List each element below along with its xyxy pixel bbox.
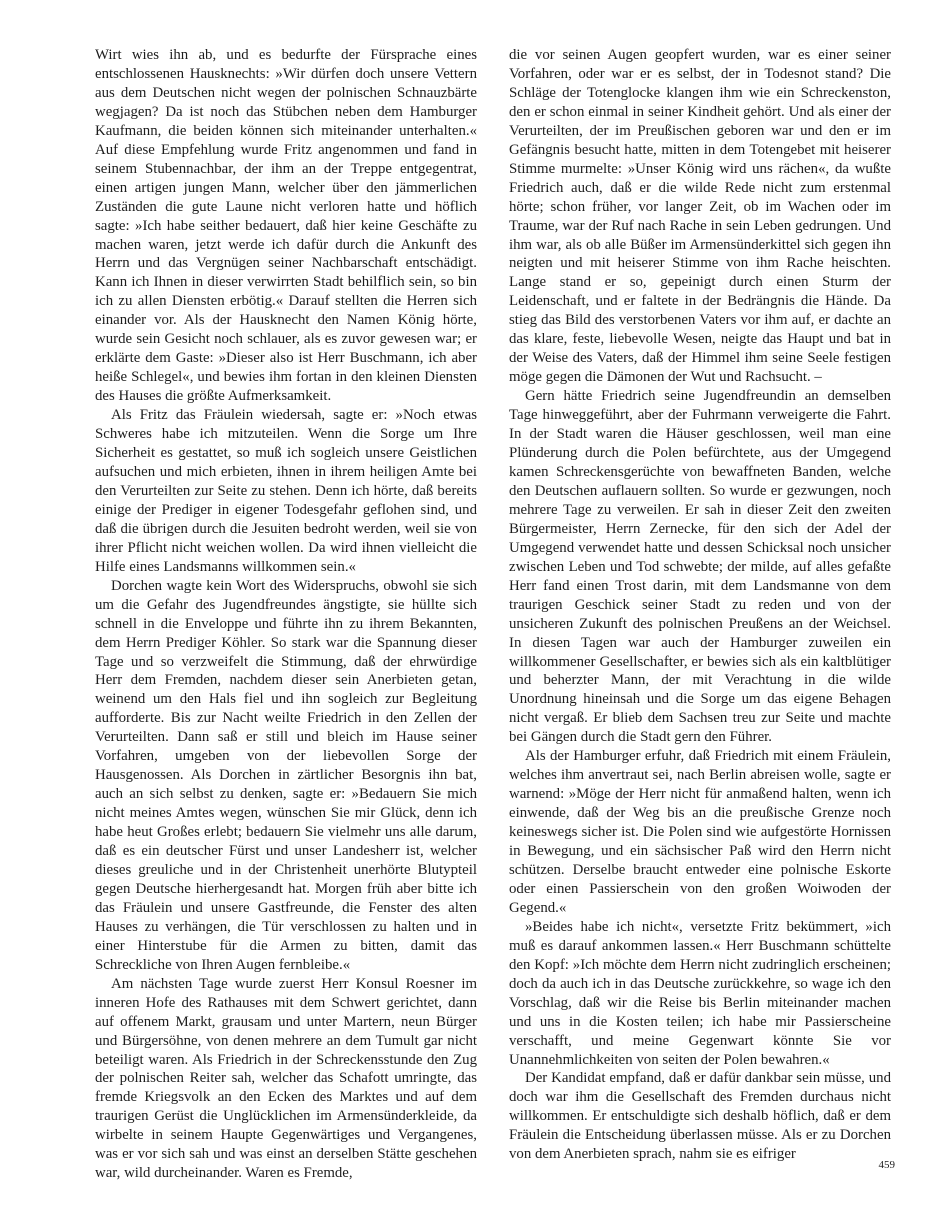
paragraph: Wirt wies ihn ab, und es bedurfte der Fürsprache eines entschlossenen Hausknechts: »Wir dürfen doch unsere Vettern aus dem Deutschen nicht wegen der polnischen Schnauzbärte wegjagen? Da ist noch das Stübchen neben dem Hamburger Kaufmann, die beiden können sich miteinander unterhalten.« Auf diese Empfehlung wurde Fritz angenommen und fand in seinem Stubennachbar, der ihm an der Treppe entgegentrat, einen artigen jungen Mann, welcher über den jämmerlichen Zuständen die gute Laune nicht verloren hatte und höflich sagte: »Ich habe seither bedauert, daß hier keine Geschäfte zu machen waren, jetzt werde ich dafür durch die Ankunft des Herrn und das Vergnügen seiner Nachbarschaft entschädigt. Kann ich Ihnen in dieser verwirrten Stadt behilflich sein, so bin ich zu allen Diensten erbötig.« Darauf stellten die Herren sich einander vor. Als der Hausknecht den Namen König hörte, wurde sein Gesicht noch schlauer, als es zuvor gewesen war; er erklärte dem Gaste: »Dieser also ist Herr Buschmann, ich aber heiße Schlegel«, und bewies ihm fortan in den kleinen Diensten des Hauses die größte Aufmerksamkeit. [95,47,477,405]
paragraph: »Beides habe ich nicht«, versetzte Fritz bekümmert, »ich muß es darauf ankommen lassen.« Herr Buschmann schüttelte den Kopf: »Ich möchte dem Herrn nicht zudringlich erscheinen; doch da auch ich in das Deutsche zurückkehre, so wage ich den Vorschlag, daß wir die Reise bis Berlin miteinander machen und uns in die Kosten teilen; ich habe mir Passierscheine verschafft, und meine Gegenwart könnte Sie vor Unannehmlichkeiten von seiten der Polen bewahren.« [509,918,891,1068]
left-text-column [95,46,477,1182]
paragraph: Als der Hamburger erfuhr, daß Friedrich mit einem Fräulein, welches ihm anvertraut sei, nach Berlin abreisen wolle, sagte er warnend: »Möge der Herr nicht für anmaßend halten, wenn ich einwende, daß der Weg bis an die preußische Grenze noch keineswegs sicher ist. Die Polen sind wie aufgestörte Hornissen in Bewegung, und ein sächsischer Paß wird den Herrn nicht schützen. Derselbe braucht entweder eine polnische Eskorte oder einen Passierschein von den großen Woiwoden der Gegend.« [509,748,891,916]
paragraph: Als Fritz das Fräulein wiedersah, sagte er: »Noch etwas Schweres habe ich mitzuteilen. Wenn die Sorge um Ihre Sicherheit es gestattet, so muß ich sogleich unsere Geistlichen aufsuchen und mich erbieten, ihnen in ihrem heiligen Amte bei den Verurteilten zur Seite zu stehen. Denn ich hörte, daß bereits einige der Prediger in eigener Todesgefahr geflohen sind, und daß die übrigen durch die Jesuiten bedroht werden, weil sie von ihrer Pflicht nicht weichen wollen. Da wird ihnen vielleicht die Hilfe eines Landsmanns willkommen sein.« [95,407,477,575]
paragraph: Am nächsten Tage wurde zuerst Herr Konsul Roesner im inneren Hofe des Rathauses mit dem Schwert gerichtet, dann auf offenem Markt, grausam und unter Martern, neun Bürger und Bürgersöhne, von denen mehrere an dem Tumult gar nicht beteiligt waren. Als Friedrich in der Schreckensstunde den Zug der polnischen Reiter sah, welcher das Schafott umringte, das fremde Kriegsvolk an den Ecken des Marktes und auf dem traurigen Gerüst die Unglücklichen im Armensünderkleide, da wirbelte in seinem Haupte Gegenwärtiges und Vergangenes, was er vor sich sah und was einst an derselben Stätte geschehen war, wild durcheinander. Waren es Fremde, [95,975,477,1182]
paragraph: die vor seinen Augen geopfert wurden, war es einer seiner Vorfahren, oder war er es selbst, der in Todesnot stand? Die Schläge der Totenglocke klangen ihm wie ein Schreckenston, den er schon einmal in seiner Kindheit gehört. Und als einer der Verurteilten, der im Preußischen geboren war und den er im Gefängnis besucht hatte, mitten in dem Totengebet mit heiserer Stimme murmelte: »Unser König wird uns rächen«, da wußte Friedrich auch, daß er die wilde Rede nicht zum erstenmal hörte; schon früher, vor langer Zeit, ob im Wachen oder im Traume, war der Ruf nach Rache in sein Leben gedrungen. Und ihm war, als ob alle Büßer im Armensünderkittel sich gegen ihn neigten und mit heiserer Stimme von ihm Rache heischten. Lange stand er so, gepeinigt durch einen Sturm der Leidenschaft, und er faltete in der Bedrängnis die Hände. Da stieg das Bild des verstorbenen Vaters vor ihm auf, er dachte an das klare, feste, liebevolle Wesen, neigte das Haupt und bat in der Weise des Vaters, daß der Himmel ihm seine Seele festigen möge gegen die Dämonen der Wut und Rachsucht. – [509,47,891,386]
right-text-column [509,46,891,1162]
paragraph: Dorchen wagte kein Wort des Widerspruchs, obwohl sie sich um die Gefahr des Jugendfreundes ängstigte, sie hüllte sich schnell in die Enveloppe und führte ihn zu ihrem Bekannten, dem Herrn Prediger Köhler. So stark war die Spannung dieser Tage und so verzweifelt die Stimmung, daß der ehrwürdige Herr dem Fremden, nachdem dieser sein Anerbieten getan, weinend um den Hals fiel und ihn sogleich zur Begleitung aufforderte. Bis zur Nacht weilte Friedrich in den Zellen der Verurteilten. Dann saß er still und bleich im Hause seiner Vorfahren, umgeben von der liebevollen Sorge der Hausgenossen. Als Dorchen in zärtlicher Besorgnis ihn bat, auch an sich selbst zu denken, sagte er: »Bedauern Sie mich nicht meines Amtes wegen, wünschen Sie mir Glück, denn ich habe heut Großes erlebt; bedauern Sie vielmehr uns alle darum, daß es ein deutscher Fürst und unser Landesherr ist, welcher dieses greuliche und in der Christenheit unerhörte Blutурteil gegen Deutsche hierhergesandt hat. Morgen früh aber bitte ich das Fräulein und unsere Gastfreunde, die Fenster des alten Hauses zu verhängen, die Tür verschlossen zu halten und in einer Hinterstube für die Armen zu bitten, damit das Schreckliche von Ihren Augen fernbleibe.« [95,577,477,973]
paragraph: Gern hätte Friedrich seine Jugendfreundin an demselben Tage hinweggeführt, aber der Fuhrmann verweigerte die Fahrt. In der Stadt waren die Häuser geschlossen, weil man eine Plünderung durch die Polen befürchtete, aus der Umgegend kamen Schreckensgerüchte von bewaffneten Banden, welche den Deutschen auflauern sollten. So wurde er gezwungen, noch mehrere Tage zu verweilen. Er sah in dieser Zeit den zweiten Bürgermeister, Herrn Zernecke, für den sich der Adel der Umgegend verwendet hatte und dessen Schicksal noch unsicher zwischen Leben und Tod schwebte; der milde, auf alles gefaßte Herr fand einen Trost darin, mit dem Landsmanne von dem traurigen Geschick seiner Stadt zu reden und von der unsicheren Zukunft des polnischen Preußens an der Weichsel. In diesen Tagen war auch der Hamburger zuweilen ein willkommener Gesellschafter, er bewies sich als ein kaltblütiger und beherzter Mann, der mit Verachtung in die wilde Unordnung hineinsah und die Sorge um das eigene Behagen nicht vergaß. Er blieb dem Sachsen treu zur Seite und machte bei Gängen durch die Stadt gern den Führer. [509,388,891,746]
paragraph: Der Kandidat empfand, daß er dafür dankbar sein müsse, und doch war ihm die Gesellschaft des Fremden durchaus nicht willkommen. Er entschuldigte sich deshalb höflich, daß er dem Fräulein die Entscheidung überlassen müsse. Als er zu Dorchen von dem Anerbieten sprach, nahm sie es eifriger [509,1070,891,1163]
page-number: 459 [878,1159,895,1171]
